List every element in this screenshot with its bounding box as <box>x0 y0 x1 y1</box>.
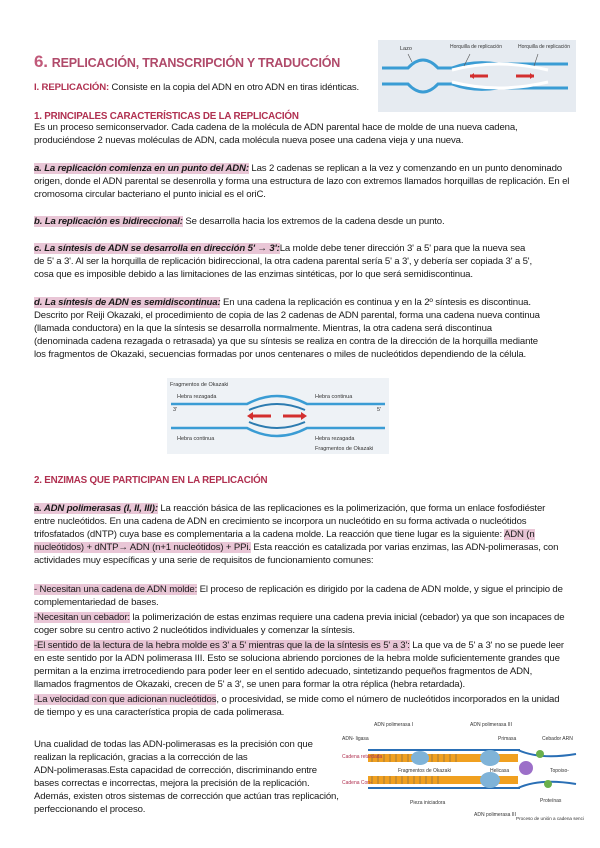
req-3-line-3: permitan a la enzima irretrocediendo para poder leer en el sentido adecuado, sintetizando pequeños fragmentos de ADN, <box>34 666 533 677</box>
label-pieza: Pieza iniciadora <box>410 800 446 806</box>
req-3-label: -El sentido de la lectura de la hebra molde es 3' a 5' mientras que la de la síntesis es 5' a 3': <box>34 640 410 651</box>
label-hebra-continua: Hebra continua <box>315 394 353 400</box>
intro-text: Consiste en la copia del ADN en otro ADN en tiras idénticas. <box>109 82 360 93</box>
label-hebra-rezagada-2: Hebra rezagada <box>315 436 355 442</box>
para-b-text: Se desarrolla hacia los extremos de la cadena desde un punto. <box>182 216 445 227</box>
req-1-text: El proceso de replicación es dirigido por la cadena de ADN molde, y sigue el principio de <box>197 584 563 595</box>
req-3-line-2: en este sentido por la ADN polimerasa III. Esto se soluciona abriendo porciones de la hebra molde suficientemente grandes que <box>34 653 560 664</box>
page-title <box>34 52 340 72</box>
replication-bubble-diagram <box>378 40 576 112</box>
reaction-highlight-1: ADN (n <box>503 529 535 540</box>
enz-a-line-4 <box>34 542 558 555</box>
final-line-2: realizan la replicación, gracias a la corrección de las <box>34 752 248 763</box>
req-4-text: , o procesividad, se mide como el número de nucleótidos incorporados en la unidad <box>216 694 560 705</box>
para-d-line-4: (denominada cadena rezagada o retrasada) ya que su síntesis se realiza en contra de la dirección de la horquilla mediante <box>34 336 538 347</box>
replication-fork-figure <box>340 718 584 828</box>
replication-fork-diagram <box>340 718 584 828</box>
enz-a-line-3-text: trifosfatados (dNTP) cuya base es complementaria a la cadena molde. La reacción que tiene lugar es la siguiente: <box>34 529 504 540</box>
req-2-line-2: coger sobre su centro activo 2 nucleótidos individuales y comenzar la síntesis. <box>34 625 355 636</box>
label-ligasa: ADN- ligasa <box>342 736 369 742</box>
req-2-line-1 <box>34 612 564 625</box>
label-horquilla-2: Horquilla de replicación <box>518 44 570 50</box>
label-cadena-continua: Cadena Con- <box>342 780 372 786</box>
para-c-line-3: cosa que es imposible debido a las limitaciones de las enzimas sintéticas, por lo que será semidiscontinua. <box>34 269 473 280</box>
final-line-5: Además, existen otros sistemas de corrección que actúan tras replicación, <box>34 791 339 802</box>
intro-label: I. REPLICACIÓN: <box>34 82 110 93</box>
section-2-heading: 2. ENZIMAS QUE PARTICIPAN EN LA REPLICACIÓN <box>34 475 268 486</box>
enz-a-text: La reacción básica de las replicaciones es la polimerización, que forma un enlace fosfodiéster <box>157 503 546 514</box>
label-lazo: Lazo <box>400 46 412 52</box>
enz-a-line-2: entre nucleótidos. En una cadena de ADN en crecimiento se incorpora un nucleótido en su forma activada o nucleótidos <box>34 516 527 527</box>
para-a-line-3: cromosoma circular bacteriano el punto inicial es el oriC. <box>34 189 266 200</box>
label-helicasa: Helicasa <box>490 768 510 774</box>
label-primasa: Primasa <box>498 736 517 742</box>
label-3prime: 3' <box>173 407 178 413</box>
para-d-line-5: los fragmentos de Okazaki, secuencias formadas por unos centenares o miles de nucleótidos dependiendo de la célula. <box>34 349 527 360</box>
req-1-label: - Necesitan una cadena de ADN molde: <box>34 584 198 595</box>
enz-a-line-5: actividades muy específicas y una serie de requisitos de funcionamiento comunes: <box>34 555 374 566</box>
para-c-line-1 <box>34 243 525 256</box>
label-proceso: Proceso de unión a cadena sencilla <box>516 816 584 821</box>
para-c-label: c. La síntesis de ADN se desarrolla en dirección 5' → 3': <box>34 243 280 254</box>
req-4-line-2: de tiempo y es una característica propia de cada polimerasa. <box>34 707 285 718</box>
para-d-line-3: (llamada conductora) en la que la síntesis se desarrolla normalmente. Mientras, la otra cadena será discontinua <box>34 323 492 334</box>
req-1-line-2: complementariedad de bases. <box>34 597 159 608</box>
para-c-line-2: de 5' a 3'. Al ser la horquilla de replicación bidireccional, la otra cadena parental sería 5' a 3', y debería ser copiada 3' a 5', <box>34 256 532 267</box>
title-text: REPLICACIÓN, TRANSCRIPCIÓN Y TRADUCCIÓN <box>51 56 341 70</box>
req-2-label: -Necesitan un cebador: <box>34 612 130 623</box>
intro-paragraph <box>34 82 359 95</box>
enz-a-line-1 <box>34 503 545 516</box>
req-4-line-1 <box>34 694 559 707</box>
enz-a-label: a. ADN polimerasas (I, II, III): <box>34 503 158 514</box>
para-d-line-2: Descrito por Reiji Okazaki, el procedimiento de copia de las 2 cadenas de ADN parental, forma una cadena nueva continua <box>34 310 540 321</box>
para-a-label: a. La replicación comienza en un punto del ADN: <box>34 163 249 174</box>
s1-line-1: Es un proceso semiconservador. Cada cadena de la molécula de ADN parental hace de molde de una nueva cadena, <box>34 122 518 133</box>
para-c-text: La molde debe tener dirección 3' a 5' para que la nueva sea <box>279 243 526 254</box>
replication-bubble-figure <box>378 40 576 112</box>
label-proteinas: Proteínas <box>540 798 562 804</box>
label-pol3: ADN polimerasa III <box>470 722 512 728</box>
label-pol1: ADN polimerasa I <box>374 722 414 728</box>
final-line-3: ADN-polimerasas.Esta capacidad de corrección, discriminando entre <box>34 765 317 776</box>
label-pol3b: ADN polimerasa III <box>474 812 516 818</box>
reaction-highlight-2: nucleótidos) + dNTP→ ADN (n+1 nucleótidos) + PPi. <box>34 542 251 553</box>
req-4-label: -La velocidad con que adicionan nucleótidos <box>34 694 217 705</box>
label-frag-okazaki: Fragmentos de Okazaki <box>170 382 229 388</box>
okazaki-figure <box>167 378 389 454</box>
okazaki-diagram <box>167 378 389 454</box>
label-topo: Topoiso- <box>550 768 569 774</box>
title-number: 6. <box>34 52 48 71</box>
final-line-6: perfeccionando el proceso. <box>34 804 146 815</box>
label-cadena-retardada: Cadena retardada <box>342 754 383 760</box>
enz-a-line-3 <box>34 529 535 542</box>
final-line-4: bases correctas e incorrectas, mejora la precisión de la replicación. <box>34 778 310 789</box>
req-2-text: la polimerización de estas enzimas requiere una cadena previa inicial (cebador) ya que son incapaces de <box>129 612 565 623</box>
final-line-1: Una cualidad de todas las ADN-polimerasas es la precisión con que <box>34 739 313 750</box>
label-frag-okazaki-2: Fragmentos de Okazaki <box>315 446 374 452</box>
para-d-line-1 <box>34 297 531 310</box>
label-fragmentos: Fragmentos de Okazaki <box>398 768 452 774</box>
req-3-line-1 <box>34 640 564 653</box>
req-3-text: La que va de 5' a 3' no se puede leer <box>409 640 564 651</box>
para-d-label: d. La síntesis de ADN es semidiscontinua: <box>34 297 221 308</box>
para-d-text: En una cadena la replicación es continua y en la 2º síntesis es discontinua. <box>220 297 531 308</box>
label-cebador: Cebador ARN <box>542 736 573 742</box>
para-a-line-1 <box>34 163 562 176</box>
s1-line-2: produciéndose 2 nuevas moléculas de ADN, cada molécula nueva posee una cadena vieja y una nueva. <box>34 135 464 146</box>
label-horquilla-1: Horquilla de replicación <box>450 44 502 50</box>
req-1-line-1 <box>34 584 563 597</box>
para-a-text: Las 2 cadenas se replican a la vez y comenzando en un punto denominado <box>248 163 562 174</box>
label-hebra-continua-2: Hebra continua <box>177 436 215 442</box>
para-b <box>34 216 444 229</box>
para-b-label: b. La replicación es bidireccional: <box>34 216 183 227</box>
label-hebra-rezagada: Hebra rezagada <box>177 394 217 400</box>
label-5prime: 5' <box>377 407 382 413</box>
req-3-line-4: llamados fragmentos de Okazaki, crecen de 5' a 3', se unen para formar la otra réplica (hebra retardada). <box>34 679 466 690</box>
enz-a-line-4-text: Esta reacción es catalizada por varias enzimas, las ADN-polimerasas, con <box>250 542 559 553</box>
section-1-heading: 1. PRINCIPALES CARACTERÍSTICAS DE LA REPLICACIÓN <box>34 111 299 122</box>
para-a-line-2: origen, donde el ADN parental se desenrolla y forma una estructura de lazo con extremos llamados horquillas de replicación. En el <box>34 176 570 187</box>
